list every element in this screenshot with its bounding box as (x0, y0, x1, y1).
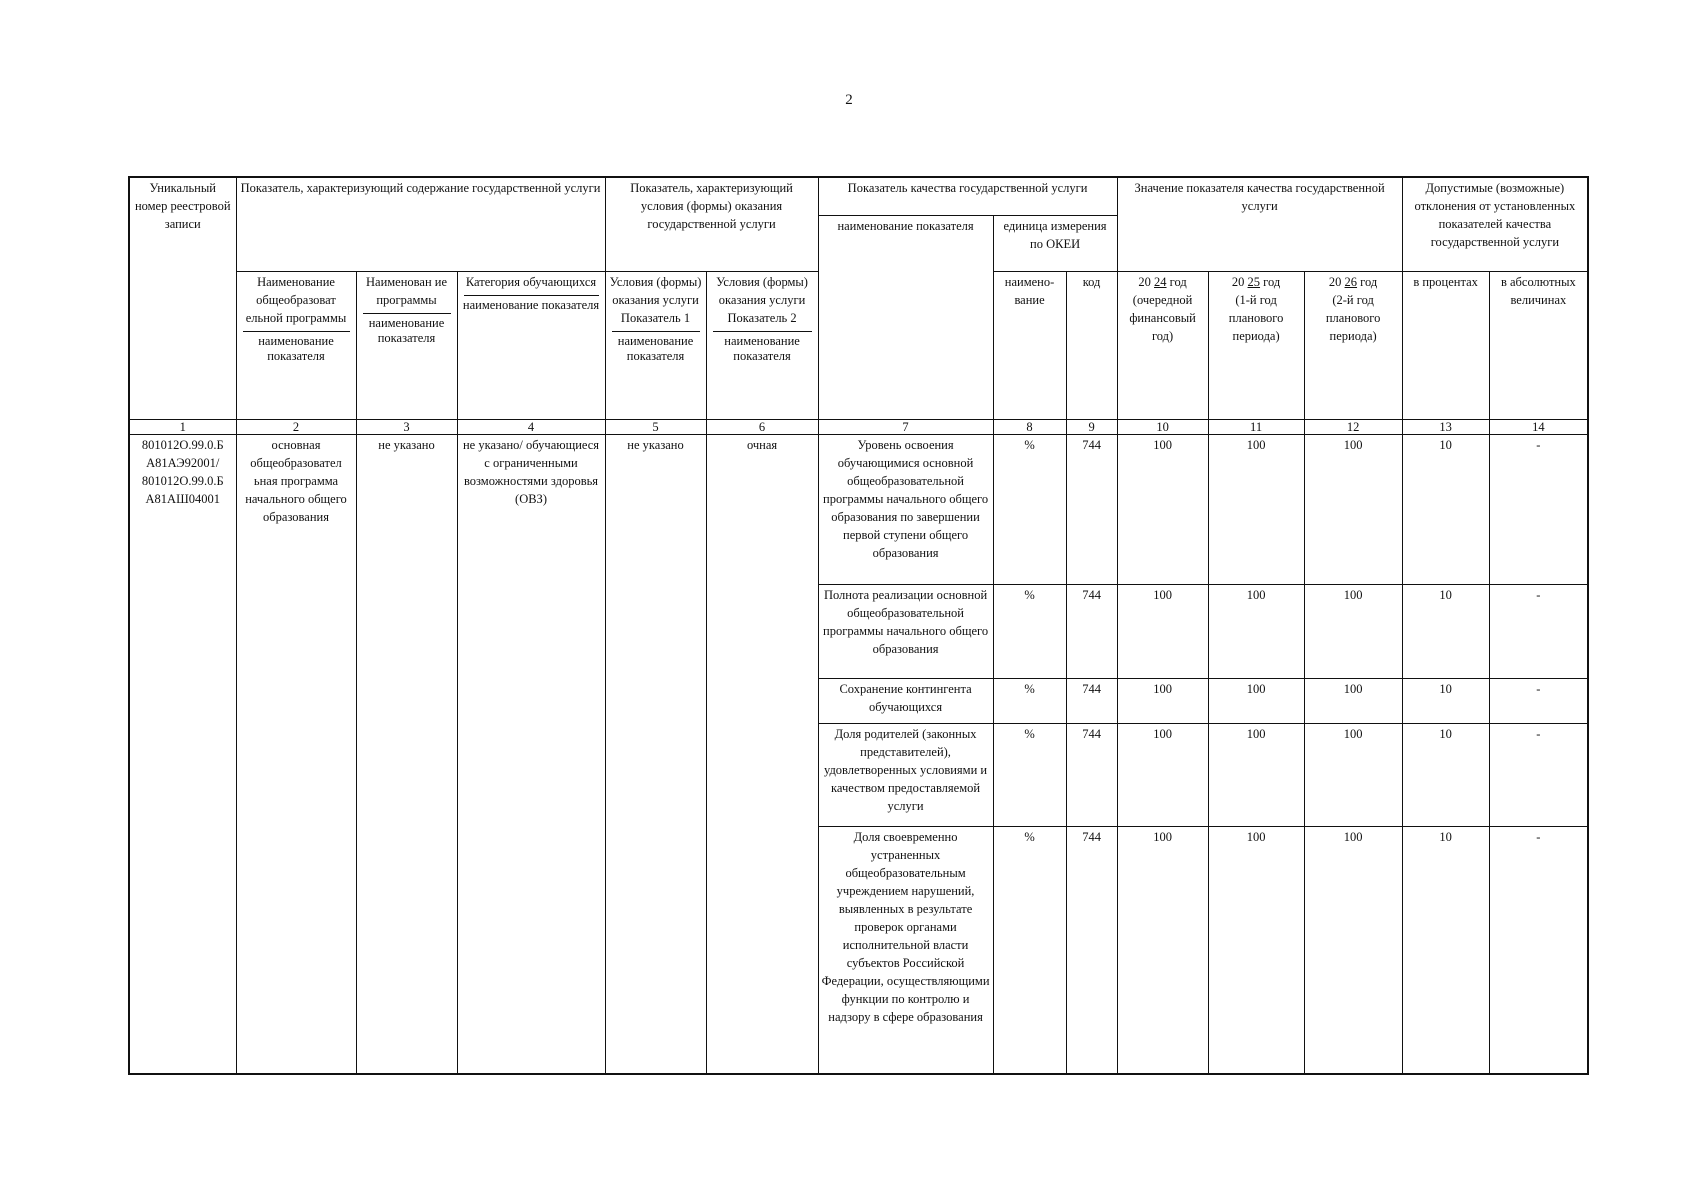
indicator-name: Уровень освоения обучающимися основной общеобразовательной программы начального общего образования по завершении первой ступени общего образования (818, 434, 993, 584)
header-quality-group: Показатель качества государственной услуги (818, 177, 1117, 215)
header-unit-code: код (1066, 271, 1117, 419)
indicator-year2: 100 (1208, 678, 1304, 723)
indicator-year3: 100 (1304, 723, 1402, 826)
indicator-percent: 10 (1402, 723, 1489, 826)
indicator-year3: 100 (1304, 584, 1402, 678)
header-col6-title: Условия (формы) оказания услуги Показатель 2 (716, 274, 808, 325)
indicator-year3: 100 (1304, 826, 1402, 1074)
indicator-absolute: - (1489, 826, 1588, 1074)
indicator-absolute: - (1489, 723, 1588, 826)
header-deviation-group: Допустимые (возможные) отклонения от установленных показателей качества государственной услуги (1402, 177, 1588, 271)
year3-desc: (2-й год планового периода) (1325, 292, 1381, 343)
year1-desc: (очередной финансовый год) (1129, 292, 1196, 343)
record-category: не указано/ обучающиеся с ограниченными возможностями здоровья (ОВЗ) (457, 434, 605, 1074)
indicator-absolute: - (1489, 678, 1588, 723)
indicator-code: 744 (1066, 723, 1117, 826)
indicator-year1: 100 (1117, 434, 1208, 584)
year3-suffix: год (1360, 274, 1378, 289)
record-code: 801012О.99.0.Б А81АЭ92001/ 801012О.99.0.Б А81АШ04001 (129, 434, 236, 1074)
record-program: основная общеобразовател ьная программа начального общего образования (236, 434, 356, 1074)
header-unit-name: наимено-вание (993, 271, 1066, 419)
header-unit-group: единица измерения по ОКЕИ (993, 215, 1117, 271)
indicator-code: 744 (1066, 678, 1117, 723)
header-col5 (605, 271, 706, 419)
quality-indicators-table (128, 176, 1589, 1075)
year2-value: 25 (1247, 274, 1261, 289)
header-year1 (1117, 271, 1208, 419)
year2-suffix: год (1263, 274, 1281, 289)
header-year3 (1304, 271, 1402, 419)
column-number: 6 (706, 419, 818, 434)
page-number: 2 (845, 92, 853, 108)
indicator-code: 744 (1066, 434, 1117, 584)
column-number: 1 (129, 419, 236, 434)
indicator-percent: 10 (1402, 826, 1489, 1074)
header-col6 (706, 271, 818, 419)
year3-prefix: 20 (1328, 274, 1342, 289)
indicator-unit: % (993, 678, 1066, 723)
indicator-year1: 100 (1117, 584, 1208, 678)
header-col4-caption: наименование показателя (462, 297, 600, 312)
year1-prefix: 20 (1138, 274, 1151, 289)
column-number: 4 (457, 419, 605, 434)
indicator-absolute: - (1489, 584, 1588, 678)
indicator-year3: 100 (1304, 678, 1402, 723)
column-number: 3 (356, 419, 457, 434)
header-col2 (236, 271, 356, 419)
column-number: 13 (1402, 419, 1489, 434)
indicator-year2: 100 (1208, 723, 1304, 826)
indicator-name: Сохранение контингента обучающихся (818, 678, 993, 723)
column-number: 12 (1304, 419, 1402, 434)
indicator-year2: 100 (1208, 826, 1304, 1074)
indicator-unit: % (993, 434, 1066, 584)
header-col3-caption: наименование показателя (368, 315, 445, 345)
header-col2-caption: наименование показателя (258, 333, 334, 363)
column-number: 14 (1489, 419, 1588, 434)
indicator-percent: 10 (1402, 434, 1489, 584)
year3-value: 26 (1344, 274, 1358, 289)
header-unique-number: Уникальный номер реестровой записи (129, 177, 236, 419)
indicator-year2: 100 (1208, 434, 1304, 584)
indicator-code: 744 (1066, 826, 1117, 1074)
column-number: 9 (1066, 419, 1117, 434)
header-col5-caption: наименование показателя (617, 333, 694, 363)
indicator-code: 744 (1066, 584, 1117, 678)
indicator-name: Полнота реализации основной общеобразовательной программы начального общего образования (818, 584, 993, 678)
indicator-unit: % (993, 723, 1066, 826)
indicator-percent: 10 (1402, 584, 1489, 678)
column-number: 7 (818, 419, 993, 434)
year1-suffix: год (1169, 274, 1187, 289)
indicator-year1: 100 (1117, 826, 1208, 1074)
indicator-year2: 100 (1208, 584, 1304, 678)
indicator-year1: 100 (1117, 678, 1208, 723)
column-numbers-row (129, 419, 1588, 434)
header-in-percent: в процентах (1402, 271, 1489, 419)
indicator-name: Доля родителей (законных представителей), удовлетворенных условиями и качеством предоставляемой услуги (818, 723, 993, 826)
header-value-group: Значение показателя качества государственной услуги (1134, 181, 1385, 213)
header-col6-caption: наименование показателя (724, 333, 800, 363)
record-condition1: не указано (605, 434, 706, 1074)
header-col5-title: Условия (формы) оказания услуги Показатель 1 (609, 274, 702, 325)
header-in-absolute: в абсолютных величинах (1489, 271, 1588, 419)
indicator-year1: 100 (1117, 723, 1208, 826)
table-row (129, 434, 1588, 584)
column-number: 5 (605, 419, 706, 434)
record-condition2: очная (706, 434, 818, 1074)
header-value-group-wrap (1117, 177, 1402, 271)
header-col3-title: Наименован ие программы (366, 274, 447, 307)
indicator-year3: 100 (1304, 434, 1402, 584)
indicator-unit: % (993, 584, 1066, 678)
indicator-percent: 10 (1402, 678, 1489, 723)
header-col4-title: Категория обучающихся (465, 274, 597, 289)
indicator-absolute: - (1489, 434, 1588, 584)
header-year2 (1208, 271, 1304, 419)
year1-value: 24 (1154, 274, 1167, 289)
year2-prefix: 20 (1231, 274, 1245, 289)
header-indicator-name: наименование показателя (818, 215, 993, 419)
header-col2-title: Наименование общеобразоват ельной программы (245, 274, 347, 325)
column-number: 11 (1208, 419, 1304, 434)
header-col4 (457, 271, 605, 419)
indicator-name: Доля своевременно устраненных общеобразовательным учреждением нарушений, выявленных в результате проверок органами исполнительной власти субъектов Российской Федерации, осуществляющими функции по контролю и надзору в сфере образования (818, 826, 993, 1074)
column-number: 2 (236, 419, 356, 434)
indicator-unit: % (993, 826, 1066, 1074)
header-conditions-group: Показатель, характеризующий условия (формы) оказания государственной услуги (605, 177, 818, 271)
header-col3 (356, 271, 457, 419)
column-number: 8 (993, 419, 1066, 434)
year2-desc: (1-й год планового периода) (1228, 292, 1284, 343)
header-content-group: Показатель, характеризующий содержание государственной услуги (236, 177, 605, 271)
column-number: 10 (1117, 419, 1208, 434)
record-program-name: не указано (356, 434, 457, 1074)
